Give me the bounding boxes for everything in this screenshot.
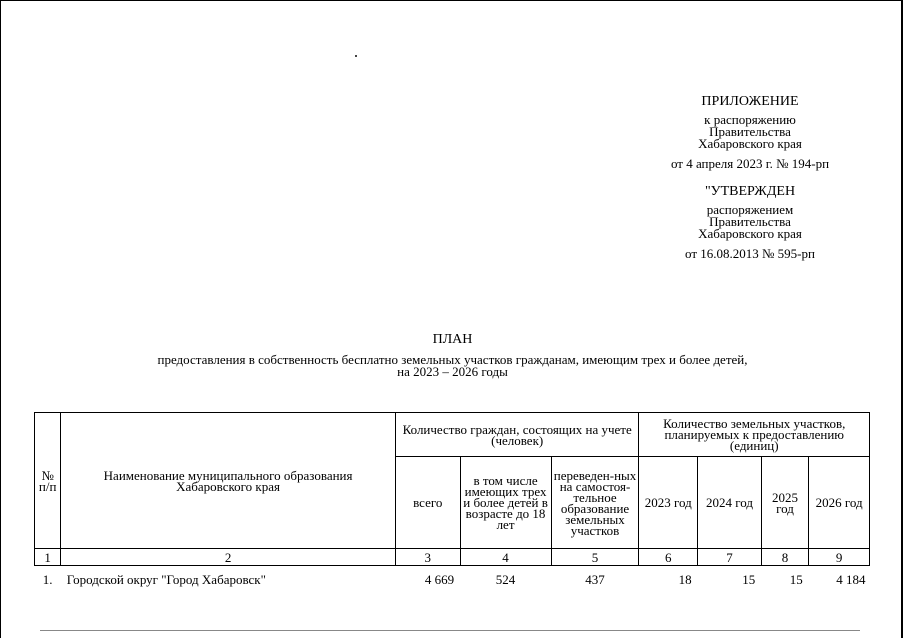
table-row <box>35 566 870 593</box>
col-header-2026: 2026 год <box>809 457 870 549</box>
bottom-rule <box>40 630 860 631</box>
plots-2025: 15 <box>789 571 803 587</box>
plan-title: ПЛАН <box>432 332 473 347</box>
approval-line-3: Хабаровского края <box>698 226 802 241</box>
appendix-line-2: Правительства <box>709 124 791 139</box>
column-index: 9 <box>809 549 870 566</box>
approval-line-1: распоряжением <box>706 202 794 217</box>
col-header-2025: 2025 год <box>761 457 809 549</box>
column-index: 4 <box>460 549 551 566</box>
municipality-name: Городской округ "Город Хабаровск" <box>66 571 266 587</box>
approval-date: от 16.08.2013 № 595-рп <box>685 246 815 261</box>
column-index: 1 <box>35 549 61 566</box>
column-index: 6 <box>639 549 698 566</box>
appendix-line-3: Хабаровского края <box>698 136 802 151</box>
transferred-count: 437 <box>585 571 605 587</box>
appendix-heading: ПРИЛОЖЕНИЕ <box>701 94 799 109</box>
plan-subtitle <box>0 354 905 378</box>
appendix-line-1: к распоряжению <box>704 112 796 127</box>
row-number: 1. <box>42 571 53 587</box>
appendix-stamp <box>640 96 860 170</box>
col-group-plots: Количество земельных участков, планируемых к предоставлению (единиц) <box>639 413 870 457</box>
col-header-name: Наименование муниципального образования Хабаровского края <box>61 413 396 549</box>
plan-table <box>34 412 870 592</box>
column-index: 3 <box>395 549 460 566</box>
column-index: 8 <box>761 549 809 566</box>
approval-stamp <box>640 186 860 260</box>
approval-heading: "УТВЕРЖДЕН <box>704 184 796 199</box>
col-header-total: всего <box>395 457 460 549</box>
scan-speck <box>355 55 357 57</box>
col-header-large-families: в том числе имеющих трех и более детей в возрасте до 18 лет <box>460 457 551 549</box>
col-header-number: № п/п <box>35 413 61 549</box>
approval-line-2: Правительства <box>709 214 791 229</box>
col-header-2024: 2024 год <box>698 457 762 549</box>
plots-2024: 15 <box>742 571 756 587</box>
large-family-count: 524 <box>495 571 516 587</box>
citizens-total: 4 669 <box>424 571 455 587</box>
appendix-date: от 4 апреля 2023 г. № 194-рп <box>670 156 830 171</box>
plan-subtitle-line-2: на 2023 – 2026 годы <box>397 364 508 379</box>
col-group-citizens: Количество граждан, состоящих на учете (человек) <box>395 413 639 457</box>
column-index: 2 <box>61 549 396 566</box>
col-header-2023: 2023 год <box>639 457 698 549</box>
col-header-transferred: переведен-ных на самостоя-тельное образование земельных участков <box>551 457 639 549</box>
column-index-row <box>35 549 870 566</box>
column-index: 7 <box>698 549 762 566</box>
plots-2023: 18 <box>678 571 692 587</box>
plots-2026: 4 184 <box>836 571 866 587</box>
column-index: 5 <box>551 549 639 566</box>
plan-subtitle-line-1: предоставления в собственность бесплатно земельных участков гражданам, имеющим трех и более детей, <box>157 352 748 367</box>
